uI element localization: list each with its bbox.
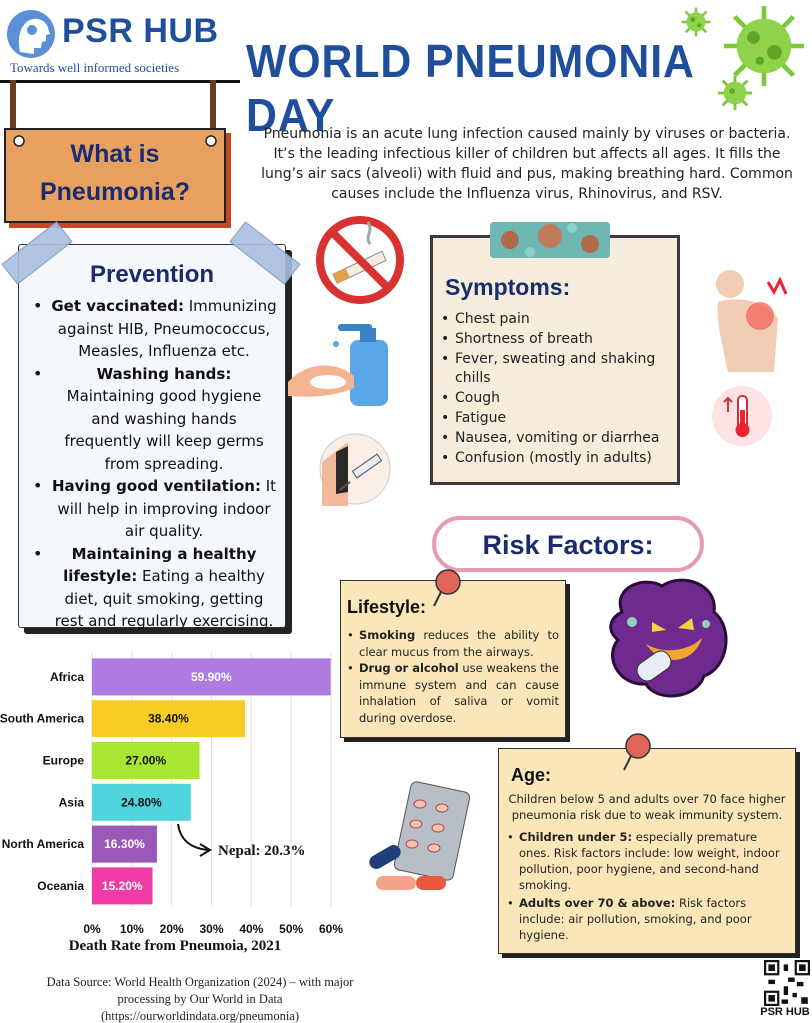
chart-value-label: 24.80% (121, 795, 162, 810)
chart-category-label: Europe (42, 753, 84, 768)
chart-value-label: 16.30% (104, 837, 145, 852)
chart-category-label: Oceania (37, 878, 84, 893)
hand-washing-icon (288, 320, 400, 412)
qr-label: PSR HUB (760, 1006, 810, 1018)
symptoms-card (430, 235, 680, 485)
item-bold: Maintaining a healthy lifestyle: (63, 544, 257, 585)
chart-tick-label: 10% (119, 921, 144, 936)
item-text: reduces the ability to clear mucus from the airways. (359, 628, 559, 659)
intro-line: lung’s air sacs (alveoli) with fluid and pus, making breathing hard. Common (261, 166, 793, 182)
virus-icon (716, 74, 754, 112)
intro-paragraph (246, 124, 808, 204)
chart-value-label: 15.20% (101, 878, 143, 893)
risk-factors-banner (432, 516, 704, 572)
what-is-line2: Pneumonia? (39, 178, 190, 206)
intro-line: causes include the Influenza virus, Rhinovirus, and RSV. (331, 186, 723, 202)
list-item (347, 660, 559, 726)
pushpin-icon (618, 732, 654, 772)
item-text: Maintaining good hygiene and washing hands frequently will keep germs from spreading. (64, 387, 264, 473)
no-smoking-icon (314, 214, 406, 306)
item-bold: Get vaccinated: (51, 297, 184, 315)
germ-monster-icon (602, 572, 736, 704)
chart-tick-label: 60% (318, 921, 344, 936)
item-bold: Drug or alcohol (359, 661, 459, 675)
chart-tick-labels (83, 922, 343, 936)
item-bold: Smoking (359, 628, 416, 642)
list-item: • Chest pain (441, 310, 666, 330)
item-bold: Washing hands: (96, 364, 232, 383)
list-item (29, 295, 277, 363)
age-description: Children below 5 and adults over 70 face higher pneumonia risk due to weak immunity system. (508, 792, 786, 822)
what-is-line1: What is (70, 140, 160, 168)
list-item (29, 543, 277, 633)
chart-tick-label: 30% (199, 921, 224, 936)
prevention-title: Prevention (89, 261, 215, 288)
list-item: • Confusion (mostly in adults) (441, 449, 666, 469)
virus-icon (680, 6, 712, 38)
list-item (507, 829, 789, 893)
source-line: Data Source: World Health Organization (2024) – with major (46, 975, 354, 989)
chart-value-label: 38.40% (148, 711, 189, 726)
chart-category-label: Africa (49, 669, 84, 684)
item-text: use weakens the immune system and can cause inhalation of saliva or vomit during overdose. (359, 661, 559, 725)
chart-tick-label: 50% (279, 921, 304, 936)
age-title: Age: (511, 765, 551, 785)
list-item (29, 363, 277, 476)
item-text: Risk factors include: air pollution, smoking, and poor hygiene. (519, 896, 752, 942)
thermometer-icon (710, 384, 774, 448)
pushpin-icon (428, 568, 464, 608)
chest-pain-icon (708, 262, 800, 374)
virus-banner (490, 222, 610, 258)
chart-tick-label: 40% (239, 921, 264, 936)
list-item: • Nausea, vomiting or diarrhea (441, 429, 666, 449)
brand-name: PSR HUB (62, 12, 219, 50)
chart-category-labels (0, 670, 84, 893)
item-bold: Children under 5: (519, 830, 633, 844)
brand-tagline: Towards well informed societies (10, 60, 180, 75)
lifestyle-title: Lifestyle: (347, 597, 427, 617)
chart-value-label: 27.00% (125, 753, 167, 768)
item-text: Eating a healthy diet, quit smoking, getting rest and regularly exercising. (54, 567, 274, 630)
chart-category-label: South America (0, 711, 84, 726)
lifestyle-list (347, 627, 559, 726)
source-line: (https://ourworldindata.org/pneumonia) (101, 1009, 299, 1023)
list-item (29, 475, 277, 543)
list-item: • Cough (441, 389, 666, 409)
item-text: It will help in improving indoor air quality. (57, 477, 277, 540)
age-list (507, 829, 789, 945)
page-title: WORLD PNEUMONIA DAY (246, 35, 694, 141)
what-is-sign (4, 128, 226, 223)
list-item: • Fever, sweating and shaking chills (441, 350, 666, 390)
item-bold: Adults over 70 & above: (519, 896, 676, 910)
data-source (10, 974, 390, 1023)
list-item (347, 627, 559, 660)
vaccine-injection-icon (318, 432, 392, 506)
prevention-card (18, 244, 286, 628)
qr-code-icon[interactable] (764, 960, 810, 1006)
item-text: Immunizing against HIB, Pneumococcus, Measles, Influenza etc. (57, 297, 277, 360)
source-line: processing by Our World in Data (117, 992, 283, 1006)
intro-line: It’s the leading infectious killer of children but affects all ages. It fills the (273, 146, 781, 162)
list-item (507, 895, 789, 943)
chart-title: Death Rate from Pneumoia, 2021 (68, 938, 282, 954)
list-item: • Fatigue (441, 409, 666, 429)
item-text: especially premature ones. Risk factors include: low weight, indoor pollution, poor hygiene, and second-hand smoking. (519, 830, 780, 892)
prevention-list (29, 295, 277, 633)
chart-category-label: Asia (58, 795, 84, 810)
list-item: • Shortness of breath (441, 330, 666, 350)
chart-tick-label: 0% (83, 921, 101, 936)
chart-annotation: Nepal: 20.3% (218, 843, 306, 859)
chart-value-label: 59.90% (190, 669, 232, 684)
chart-category-label: North America (1, 837, 84, 852)
chart-tick-label: 20% (159, 921, 184, 936)
age-card (498, 748, 796, 954)
symptoms-title: Symptoms: (445, 274, 571, 300)
head-profile-icon (6, 8, 56, 60)
pills-icon (368, 780, 472, 896)
brand-logo (6, 6, 242, 86)
risk-factors-title: Risk Factors: (482, 530, 654, 560)
death-rate-chart (0, 642, 350, 942)
intro-line: Pneumonia is an acute lung infection caused mainly by viruses or bacteria. (263, 126, 791, 142)
item-bold: Having good ventilation: (51, 477, 261, 495)
symptoms-list (441, 310, 666, 468)
